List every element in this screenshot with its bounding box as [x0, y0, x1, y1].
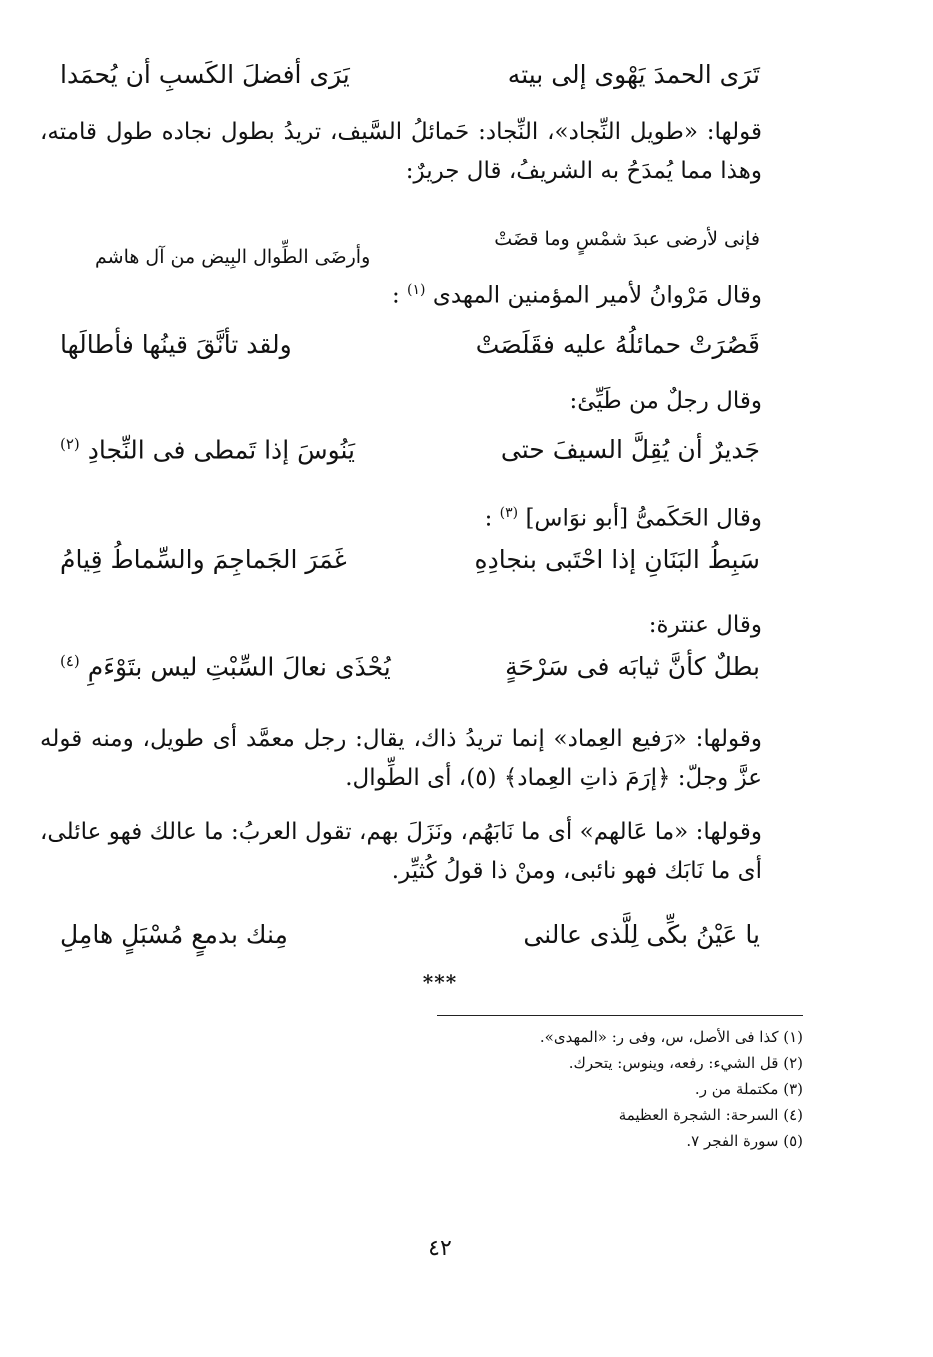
footnote: (٣) مكتملة من ر. — [694, 1080, 803, 1098]
verse-line — [60, 920, 760, 964]
verse-first-hemistich: تَرَى الحمدَ يَهْوى إلى بيته — [507, 60, 760, 89]
verse-second-hemistich: ولقد تأنَّقَ قينُها فأطالَها — [60, 330, 292, 359]
verse-first-hemistich: قَصُرَتْ حمائلُهُ عليه فقَلَصَتْ — [475, 330, 760, 359]
verse-intro: وقال رجلٌ من طَيِّئ: — [569, 388, 762, 414]
verse-line — [60, 545, 760, 589]
footnote: (٢) قل الشيء: رفعه، وينوس: يتحرك. — [568, 1054, 803, 1072]
verse-first-hemistich: جَديرٌ أن يُقِلَّ السيفَ حتى — [500, 435, 760, 464]
footnote-marker: (٢) — [60, 435, 80, 453]
verse-line — [60, 330, 760, 374]
verse-first-hemistich: سَبِطُ البَنَانِ إذا احْتَبى بنجادِهِ — [474, 545, 760, 574]
verse-first-hemistich: بطلٌ كأنَّ ثيابَه فى سَرْحَةٍ — [505, 652, 760, 681]
verse-first-hemistich: يا عَيْنُ بكِّى لِلَّذى عالنى — [523, 920, 760, 949]
footnote: (٥) سورة الفجر ٧. — [686, 1132, 803, 1150]
footnote-divider — [437, 1015, 803, 1016]
section-separator: *** — [422, 970, 458, 994]
prose-paragraph: وقولها: «رَفيع العِماد» إنما تريدُ ذاك، يقال: رجل معمَّد أى طويل، ومنه قوله عزَّ وجلّ: ﴿إرَمَ ذاتِ العِماد﴾ (٥)، أى الطِّوال. — [40, 726, 762, 791]
verse-line — [60, 228, 760, 272]
verse-second-hemistich: يَرَى أفضلَ الكَسبِ أن يُحمَدا — [60, 60, 350, 89]
verse-intro: وقال عنترة: — [648, 612, 762, 638]
verse-intro: وقال مَرْوانُ لأمير المؤمنين المهدى $^{(١)}$ : — [391, 282, 762, 309]
verse-line — [60, 60, 760, 104]
verse-second-hemistich: يَنُوسَ إذا تَمطى فى النِّجادِ $^{(٢)}$ — [60, 435, 356, 465]
verse-second-hemistich: يُحْذَى نعالَ السِّبْتِ ليس بتَوْءَمِ $^{(٤)}$ — [60, 652, 391, 682]
footnotes — [420, 1024, 803, 1154]
footnote-marker: (١) — [407, 282, 426, 298]
verse-second-hemistich: وأرضَى الطِّوال البِيض من آل هاشم — [95, 246, 371, 268]
verse-intro: وقال الحَكَمىُّ [أبو نوَاس] $^{(٣)}$ : — [484, 505, 762, 532]
prose-paragraph: وقولها: «ما عَالهم» أى ما نَابَهُم، ونَزَلَ بهم، تقول العربُ: ما عالك فهو عائلى، أى ما نَابَك فهو نائبى، ومنْ ذا قولُ كُثيِّر. — [40, 819, 762, 884]
verse-line — [60, 435, 760, 479]
verse-second-hemistich: مِنك بدمعٍ مُسْبَلٍ هامِلِ — [60, 920, 288, 949]
footnote-marker: (٤) — [60, 652, 80, 670]
verse-line — [60, 652, 760, 696]
verse-first-hemistich: فإنى لأرضى عبدَ شمْسٍ وما قضَتْ — [494, 228, 760, 250]
verse-second-hemistich: غَمَرَ الجَماجِمَ والسِّماطُ قِيامُ — [60, 545, 347, 574]
page-number: ٤٢ — [428, 1236, 452, 1261]
footnote: (٤) السرحة: الشجرة العظيمة — [618, 1106, 803, 1124]
prose-paragraph: قولها: «طويل النِّجاد»، النِّجاد: حَمائلُ السَّيف، تريدُ بطول نجاده طول قامته، وهذا مما يُمدَحُ به الشريفُ، قال جريرٌ: — [40, 119, 762, 184]
footnote: (١) كذا فى الأصل، س، وفى ر: «المهدى». — [539, 1028, 803, 1046]
footnote-marker: (٣) — [499, 505, 519, 521]
